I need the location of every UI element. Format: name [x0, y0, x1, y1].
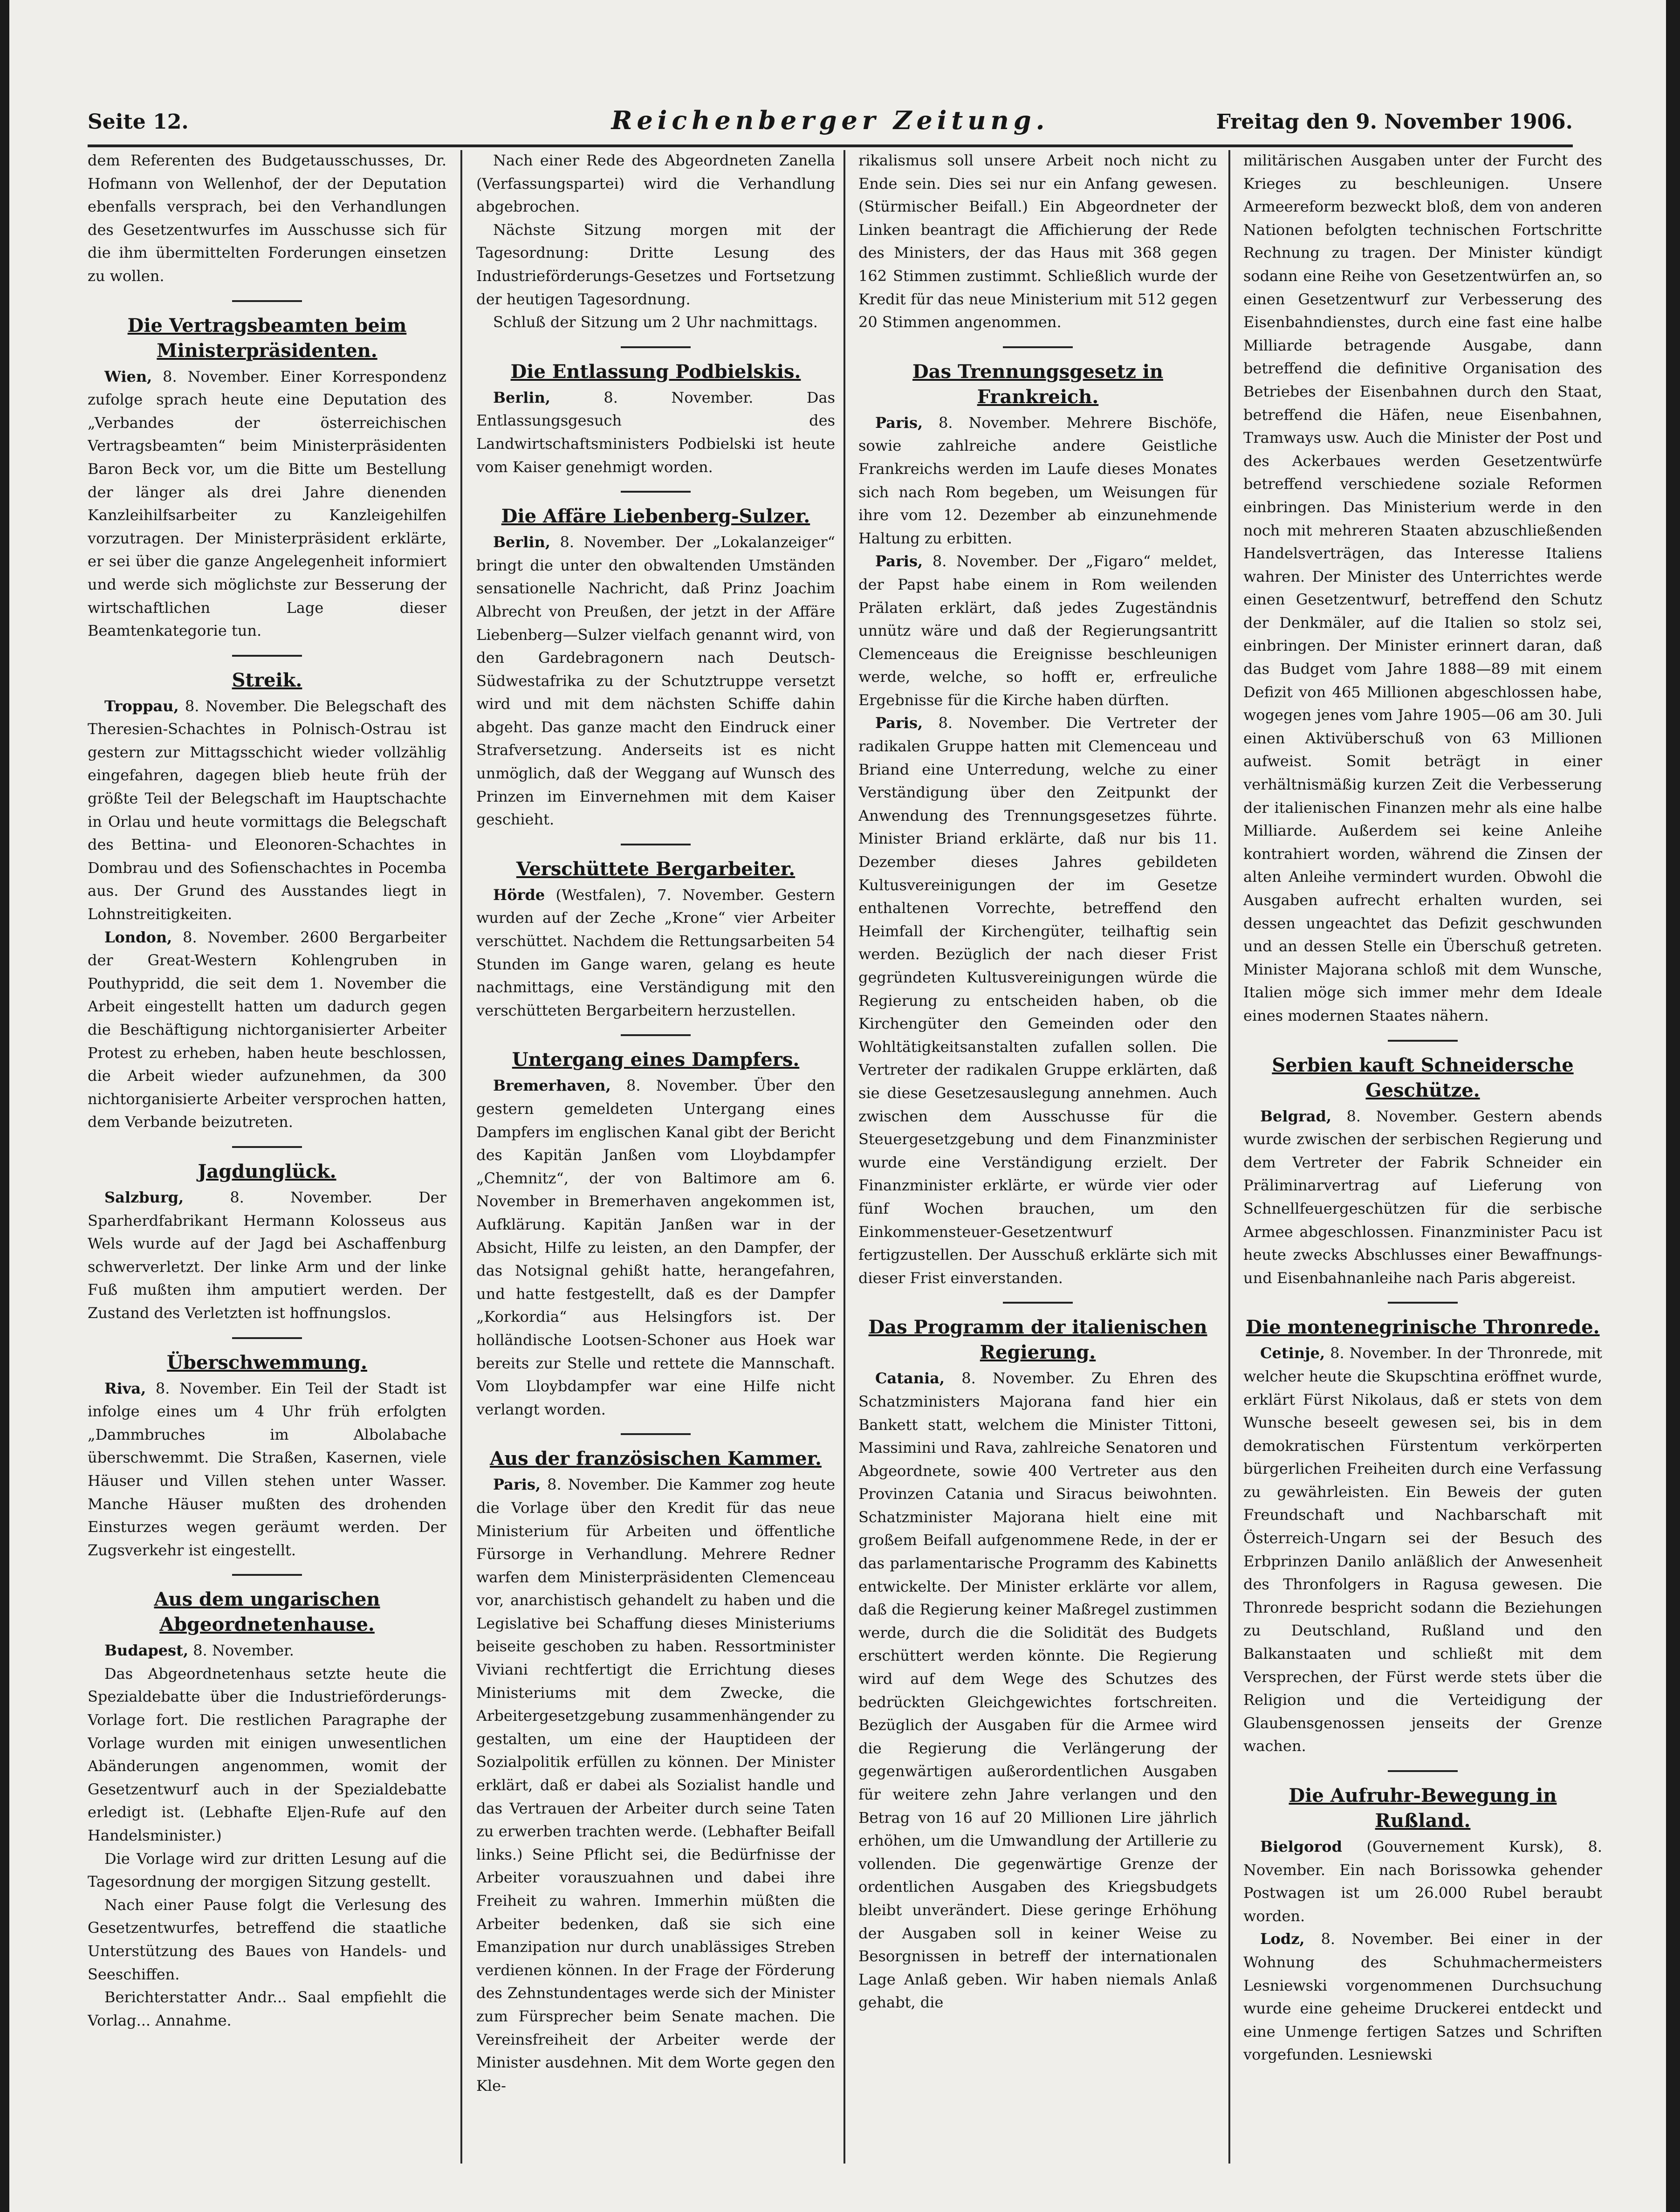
article-headline: Aus dem ungarischen Abgeordnetenhause. — [154, 1588, 380, 1636]
article-headline: Jagdunglück. — [198, 1160, 336, 1182]
section-separator — [1388, 1040, 1458, 1042]
dateline: Paris, — [875, 714, 923, 732]
paragraph-text: 8. November. Ein Teil der Stadt ist infolge eines um 4 Uhr früh erfolgten „Dammbruches im Albolabache überschwemmt. Die Straßen, Kasernen, viele Häuser und Villen stehen unter Wasser. Manche Häuser mußten des drohenden Einsturzes wegen geräumt werden. Der Zugsverkehr ist eingestellt. — [88, 1379, 446, 1559]
paragraph-text: 8. November. Die Belegschaft des Theresien-Schachtes in Polnisch-Ostrau ist gestern zur Mittagsschicht wieder vollzählig eingefahren, dagegen blieb heute früh der größte Teil der Belegschaft im Hauptschachte in Orlau und heute vormittags die Belegschaft des Bettina- und Eleonoren-Schachtes in Dombrau und des Sofienschachtes in Pocemba aus. Der Grund des Ausstandes liegt in Lohnstreitigkeiten. — [88, 697, 446, 923]
dateline: Salzburg, — [104, 1188, 184, 1206]
article-paragraph — [476, 219, 835, 311]
article-headline: Streik. — [232, 669, 302, 691]
column-1 — [88, 149, 446, 2167]
header-rule — [88, 144, 1573, 147]
section-separator — [1388, 1302, 1458, 1304]
article-paragraph — [858, 712, 1217, 1290]
dateline: Cetinje, — [1260, 1344, 1325, 1362]
article-paragraph — [476, 1074, 835, 1421]
article-paragraph — [858, 550, 1217, 712]
article-headline: Die montenegrinische Thronrede. — [1246, 1316, 1600, 1339]
article-paragraph — [88, 695, 446, 926]
dateline: Berlin, — [493, 388, 550, 406]
article-paragraph — [1243, 149, 1602, 1028]
article-paragraph — [476, 149, 835, 219]
article-headline: Verschüttete Bergarbeiter. — [516, 858, 795, 880]
section-separator — [232, 655, 302, 657]
article-paragraph — [476, 386, 835, 479]
article-paragraph — [88, 1848, 446, 1894]
dateline: Budapest, — [104, 1642, 189, 1660]
paragraph-text: 8. November. Gestern abends wurde zwischen der serbischen Regierung und dem Vertreter der Fabrik Schneider ein Präliminarvertrag auf Lieferung von Schnellfeuergeschützen für die serbische Armee abgeschlossen. Finanzminister Pacu ist heute zwecks Abschlusses einer Bewaffnungs- und Eisenbahnanleihe nach Paris abgereist. — [1243, 1107, 1602, 1287]
paragraph-text: (Gouvernement Kursk), 8. November. Ein nach Borissowka gehender Postwagen ist um 26.000 Rubel beraubt worden. — [1243, 1838, 1602, 1925]
article-paragraph — [88, 1662, 446, 1848]
section-separator — [232, 1146, 302, 1148]
paragraph-text: 8. November. Bei einer in der Wohnung des Schuhmachermeisters Lesniewski vorgenommenen Durchsuchung wurde eine geheime Druckerei entdeckt und eine Unmenge fertigen Satzes und Schriften vorgefunden. Lesniewski — [1243, 1930, 1602, 2064]
paragraph-text: Nach einer Pause folgt die Verlesung des Gesetzentwurfes, betreffend die staatliche Unterstützung des Baues von Handels- und Seeschiffen. — [88, 1896, 446, 1983]
paragraph-text: 8. November. Zu Ehren des Schatzministers Majorana fand hier ein Bankett statt, welchem die Minister Tittoni, Massimini und Rava, zahlreiche Senatoren und Abgeordnete, sowie 400 Vertreter aus den Provinzen Catania und Siracus beiwohnten. Schatzminister Majorana hielt eine mit großem Beifall aufgenommene Rede, in der er das parlamentarische Programm des Kabinetts entwickelte. Der Minister erklärte vor allem, daß die Regierung keiner Maßregel zustimmen werde, durch die die Solidität des Budgets erschüttert werden könnte. Die Regierung wird auf dem Wege des Schutzes des bedrückten Gleichgewichtes fortschreiten. Bezüglich der Ausgaben für die Armee wird die Regierung die Verlängerung der gegenwärtigen außerordentlichen Ausgaben für weitere zehn Jahre verlangen und den Betrag von 16 auf 20 Millionen Lire jährlich erhöhen, um die Umwandlung der Artillerie zu vollenden. Die gegenwärtige Grenze der ordentlichen Ausgaben des Kriegsbudgets bleibt unverändert. Diese geringe Erhöhung der Ausgaben soll in keiner Weise zu Besorgnissen in betreff der internationalen Lage Anlaß geben. Wir haben niemals Anlaß gehabt, die — [858, 1369, 1217, 2012]
section-separator — [232, 1337, 302, 1339]
article-paragraph — [88, 1639, 446, 1662]
paragraph-text: Nach einer Rede des Abgeordneten Zanella (Verfassungspartei) wird die Verhandlung abgebrochen. — [476, 151, 835, 216]
article-headline: Serbien kauft Schneidersche Geschütze. — [1272, 1054, 1574, 1101]
paragraph-text: Berichterstatter Andr... Saal empfiehlt die Vorlag... Annahme. — [88, 1988, 446, 2029]
paragraph-text: 8. November. Der „Figaro“ meldet, der Papst habe einem in Rom weilenden Prälaten erklärt, daß jedes Zugeständnis unnütz wäre und daß der Regierungsantritt Clemenceaus die Ereignisse beschleunigen werde, welche, so hofft er, erfreuliche Ergebnisse für die Kirche haben dürften. — [858, 552, 1217, 709]
article-headline: Die Entlassung Podbielskis. — [510, 360, 801, 383]
section-separator — [621, 1433, 691, 1435]
dateline: Paris, — [875, 552, 923, 570]
article-paragraph — [88, 1377, 446, 1562]
column-3 — [858, 149, 1217, 2167]
article-paragraph — [1243, 1342, 1602, 1758]
article-paragraph — [476, 1473, 835, 2097]
dateline: Wien, — [104, 367, 152, 385]
paragraph-text: 8. November. Der „Lokalanzeiger“ bringt die unter den obwaltenden Umständen sensationelle Nachricht, daß Prinz Joachim Albrecht von Preußen, der jetzt in der Affäre Liebenberg—Sulzer vielfach genannt wird, von den Gardebragonern nach Deutsch-Südwestafrika zu der Schutztruppe versetzt wird und mit dem nächsten Schiffe dahin abgeht. Das ganze macht den Eindruck einer Strafversetzung. Anderseits ist es nicht unmöglich, daß der Weggang auf Wunsch des Prinzen im Einvernehmen mit dem Kaiser geschieht. — [476, 533, 835, 829]
article-paragraph — [476, 311, 835, 334]
dateline: Hörde — [493, 886, 545, 904]
article-paragraph — [88, 1894, 446, 1986]
article-headline: Aus der französischen Kammer. — [490, 1448, 822, 1470]
article-headline: Untergang eines Dampfers. — [512, 1049, 800, 1071]
paragraph-text: 8. November. Das Entlassungsgesuch des Landwirtschaftsministers Podbielski ist heute vom Kaiser genehmigt worden. — [476, 388, 835, 476]
paragraph-text: 8. November. — [188, 1642, 294, 1660]
dateline: Berlin, — [493, 533, 550, 551]
article-headline: Die Aufruhr-Bewegung in Rußland. — [1289, 1785, 1557, 1832]
section-separator — [621, 844, 691, 845]
column-divider — [843, 150, 845, 2164]
dateline: Troppau, — [104, 697, 179, 715]
section-separator — [621, 346, 691, 348]
article-paragraph — [1243, 1928, 1602, 2067]
dateline: Paris, — [493, 1476, 541, 1494]
section-separator — [232, 1574, 302, 1576]
paragraph-text: rikalismus soll unsere Arbeit noch nicht zu Ende sein. Dies sei nur ein Anfang gewesen. (Stürmischer Beifall.) Ein Abgeordneter der Linken beantragt die Affichierung der Rede des Ministers, der das Haus mit 368 gegen 162 Stimmen zustimmt. Schließlich wurde der Kredit für das neue Ministerium mit 512 gegen 20 Stimmen angenommen. — [858, 151, 1217, 331]
section-separator — [1003, 1302, 1073, 1304]
section-separator — [232, 300, 302, 302]
newspaper-page — [9, 0, 1666, 2212]
article-paragraph — [476, 884, 835, 1023]
article-paragraph — [858, 149, 1217, 334]
article-paragraph — [88, 149, 446, 288]
dateline: Bielgorod — [1260, 1838, 1343, 1855]
column-divider — [1228, 150, 1230, 2164]
paragraph-text: 8. November. Einer Korrespondenz zufolge sprach heute eine Deputation des „Verbandes der österreichischen Vertragsbeamten“ beim Ministerpräsidenten Baron Beck vor, um die Bitte um Bestellung der länger als drei Jahre dienenden Kanzleihilfsarbeiter zu Kanzleigehilfen vorzutragen. Der Ministerpräsident erklärte, er sei über die ganze Angelegenheit informiert und werde sich möglichste zur Besserung der wirtschaftlichen Lage dieser Beamtenkategorie tun. — [88, 367, 446, 640]
page-header — [88, 105, 1573, 147]
article-paragraph — [88, 365, 446, 643]
article-headline: Das Programm der italienischen Regierung. — [868, 1316, 1207, 1364]
paragraph-text: 8. November. 2600 Bergarbeiter der Great-Western Kohlengruben in Pouthypridd, die seit dem 1. November die Arbeit eingestellt hatten um dadurch gegen die Beschäftigung nichtorganisierter Arbeiter Protest zu erheben, haben heute beschlossen, die Arbeit wieder aufzunehmen, da 300 nichtorganisierte Arbeiter versprochen hatten, dem Verbande beizutreten. — [88, 928, 446, 1131]
article-headline: Die Vertragsbeamten beim Ministerpräsidenten. — [127, 314, 407, 362]
paragraph-text: 8. November. Die Vertreter der radikalen Gruppe hatten mit Clemenceau und Briand eine Unterredung, welche zu einer Verständigung über den Zeitpunkt der Anwendung des Trennungsgesetzes führte. Minister Briand erklärte, daß nur bis 11. Dezember dieses Jahres gebildeten Kultusvereinigungen der im Gesetze enthaltenen Vorrechte, betreffend den Heimfall der Kirchengüter, teilhaftig sein werden. Bezüglich der nach dieser Frist gegründeten Kultusvereinigungen würde die Regierung zu entscheiden haben, ob die Kirchengüter den Gemeinden oder den Wohltätigkeitsanstalten zufallen sollen. Die Vertreter der radikalen Gruppe erklärten, daß sie diese Gesetzesauslegung annehmen. Auch zwischen dem Ausschusse für die Steuergesetzgebung und dem Finanzminister wurde eine Verständigung erzielt. Der Finanzminister erklärte, er würde vier oder fünf Wochen brauchen, um den Einkommensteuer-Gesetzentwurf fertigzustellen. Der Ausschuß erklärte sich mit dieser Frist einverstanden. — [858, 714, 1217, 1287]
section-separator — [1003, 346, 1073, 348]
paragraph-text: Die Vorlage wird zur dritten Lesung auf die Tagesordnung der morgigen Sitzung gestellt. — [88, 1849, 446, 1891]
page-number: Seite 12. — [88, 110, 189, 134]
article-paragraph — [88, 1186, 446, 1325]
date-line: Freitag den 9. November 1906. — [1216, 110, 1573, 134]
dateline: Paris, — [875, 413, 923, 432]
section-separator — [1388, 1770, 1458, 1772]
dateline: Catania, — [875, 1369, 945, 1388]
article-headline: Überschwemmung. — [167, 1351, 367, 1374]
article-paragraph — [476, 531, 835, 831]
article-paragraph — [1243, 1835, 1602, 1928]
article-headline: Die Affäre Liebenberg-Sulzer. — [501, 505, 810, 528]
article-paragraph — [858, 1367, 1217, 2014]
article-paragraph — [88, 1986, 446, 2032]
article-paragraph — [858, 412, 1217, 550]
paragraph-text: Schluß der Sitzung um 2 Uhr nachmittags. — [493, 313, 818, 331]
dateline: Belgrad, — [1260, 1107, 1332, 1125]
article-headline: Das Trennungsgesetz in Frankreich. — [912, 360, 1164, 408]
dateline: Bremerhaven, — [493, 1077, 611, 1095]
dateline: London, — [104, 928, 172, 946]
dateline: Lodz, — [1260, 1930, 1305, 1948]
paragraph-text: militärischen Ausgaben unter der Furcht des Krieges zu beschleunigen. Unsere Armeereform bezweckt bloß, dem von anderen Nationen befolgten technischen Fortschritte Rechnung zu tragen. Der Minister kündigt sodann eine Reihe von Gesetzentwürfen an, so einen Gesetzentwurf zur Verbesserung des Eisenbahndienstes, durch eine fast eine halbe Milliarde betragende Ausgabe, dann betreffend die definitive Organisation des Betriebes der Eisenbahnen durch den Staat, betreffend die Häfen, neue Eisenbahnen, Tramways usw. Auch die Minister der Post und des Ackerbaues werden Gesetzentwürfe betreffend verschiedene soziale Reformen einbringen. Das Ministerium werde in den noch mit mehreren Staaten abzuschließenden Handelsverträgen, das Interesse Italiens wahren. Der Minister des Unterrichtes werde einen Gesetzentwurf, betreffend den Schutz der Denkmäler, auf die Italien so stolz sei, einbringen. Der Minister erinnert daran, daß das Budget vom Jahre 1888—89 mit einem Defizit von 465 Millionen abgeschlossen habe, wogegen jenes vom Jahre 1905—06 am 30. Juli einen Aktivüberschuß von 63 Millionen aufweist. Somit beträgt in einer verhältnismäßig kurzen Zeit die Verbesserung der italienischen Finanzen mehr als eine halbe Milliarde. Außerdem sei keine Anleihe kontrahiert worden, während die Zinsen der alten Anleihe vermindert wurden. Obwohl die Ausgaben aufrecht erhalten wurden, sei dessen ungeachtet das Defizit geschwunden und an dessen Stelle ein Überschuß getreten. Minister Majorana schloß mit dem Wunsche, Italien möge sich immer mehr dem Ideale eines modernen Staates nähern. — [1243, 151, 1602, 1024]
paragraph-text: Nächste Sitzung morgen mit der Tagesordnung: Dritte Lesung des Industrieförderungs-Gesetzes und Fortsetzung der heutigen Tagesordnung. — [476, 220, 835, 308]
masthead: Reichenberger Zeitung. — [611, 105, 1049, 135]
column-2 — [476, 149, 835, 2167]
paragraph-text: 8. November. Die Kammer zog heute die Vorlage über den Kredit für das neue Ministerium für Arbeiten und öffentliche Fürsorge in Verhandlung. Mehrere Redner warfen dem Ministerpräsidenten Clemenceau vor, anarchistisch gehandelt zu haben und die Legislative bei Schaffung dieses Ministeriums beiseite geschoben zu haben. Ressortminister Viviani rechtfertigt die Errichtung dieses Ministeriums mit dem Zwecke, die Arbeitergesetzgebung zusammenhängender zu gestalten, um eine der Hauptideen der Sozialpolitik erfüllen zu können. Der Minister erklärt, daß er dabei als Sozialist handle und das Vertrauen der Arbeiter durch seine Taten zu erwerben trachten werde. (Lebhafter Beifall links.) Seine Pflicht sei, die Bedürfnisse der Arbeiter vorauszuahnen und dabei ihre Freiheit zu wahren. Immerhin müßten die Arbeiter bedenken, daß sie sich eine Emanzipation nur durch unablässiges Streben verdienen können. In der Frage der Förderung des Zehnstundentages werde sich der Minister zum Fürsprecher beim Senate machen. Die Vereinsfreiheit der Arbeiter werde der Minister ausdehnen. Mit dem Worte gegen den Kle- — [476, 1476, 835, 2095]
paragraph-text: 8. November. Über den gestern gemeldeten Untergang eines Dampfers im englischen Kanal gibt der Bericht des Kapitän Janßen vom Lloybdampfer „Chemnitz“, der von Baltimore am 6. November in Bremerhaven angekommen ist, Aufklärung. Kapitän Janßen war in der Absicht, Hilfe zu leisten, an den Dampfer, der das Notsignal gehißt hatte, herangefahren, und hatte festgestellt, daß es der Dampfer „Korkordia“ aus Helsingfors ist. Der holländische Lootsen-Schoner aus Hoek war bereits zur Stelle und rettete die Mannschaft. Vom Lloybdampfer war eine Hilfe nicht verlangt worden. — [476, 1077, 835, 1418]
paragraph-text: dem Referenten des Budgetausschusses, Dr. Hofmann von Wellenhof, der der Deputation ebenfalls versprach, bei den Verhandlungen des Gesetzentwurfes im Ausschusse sich für die ihm übermittelten Forderungen einsetzen zu wollen. — [88, 151, 446, 285]
paragraph-text: 8. November. Mehrere Bischöfe, sowie zahlreiche andere Geistliche Frankreichs werden im Laufe dieses Monates sich nach Rom begeben, um Weisungen für ihre vom 12. Dezember ab einzunehmende Haltung zu erbitten. — [858, 413, 1217, 547]
column-divider — [460, 150, 462, 2164]
article-paragraph — [88, 926, 446, 1134]
paragraph-text: 8. November. In der Thronrede, mit welcher heute die Skupschtina eröffnet wurde, erklärt Fürst Nikolaus, daß er stets von dem Wunsche beseelt gewesen sei, bis in dem demokratischen Fürstentum verkörperten bürgerlichen Freiheiten durch eine Verfassung zu gewährleisten. Ein Beweis der guten Freundschaft und Nachbarschaft mit Österreich-Ungarn sei der Besuch des Erbprinzen Danilo anläßlich der Anwesenheit des Thronfolgers in Ragusa gewesen. Die Thronrede bespricht sodann die Beziehungen zu Deutschland, Rußland und den Balkanstaaten und schließt mit dem Versprechen, der Fürst werde stets über die Religion und die Verteidigung der Glaubensgenossen jenseits der Grenze wachen. — [1243, 1344, 1602, 1755]
article-paragraph — [1243, 1105, 1602, 1290]
column-4 — [1243, 149, 1602, 2167]
paragraph-text: 8. November. Der Sparherdfabrikant Hermann Kolosseus aus Wels wurde auf der Jagd bei Aschaffenburg schwerverletzt. Der linke Arm und der linke Fuß mußten ihm amputiert werden. Der Zustand des Verletzten ist hoffnungslos. — [88, 1188, 446, 1322]
paragraph-text: Das Abgeordnetenhaus setzte heute die Spezialdebatte über die Industrieförderungs-Vorlage fort. Die restlichen Paragraphe der Vorlage wurden mit einigen unwesentlichen Abänderungen angenommen, womit der Gesetzentwurf auch in der Spezialdebatte erledigt ist. (Lebhafte Eljen-Rufe auf den Handelsminister.) — [88, 1664, 446, 1845]
paragraph-text: (Westfalen), 7. November. Gestern wurden auf der Zeche „Krone“ vier Arbeiter verschüttet. Nachdem die Rettungsarbeiten 54 Stunden im Gange waren, gelang es heute nachmittags, eine Verständigung mit den verschütteten Bergarbeitern herzustellen. — [476, 886, 835, 1019]
section-separator — [621, 491, 691, 493]
section-separator — [621, 1034, 691, 1036]
scan-edge — [1666, 0, 1680, 2212]
dateline: Riva, — [104, 1379, 146, 1397]
